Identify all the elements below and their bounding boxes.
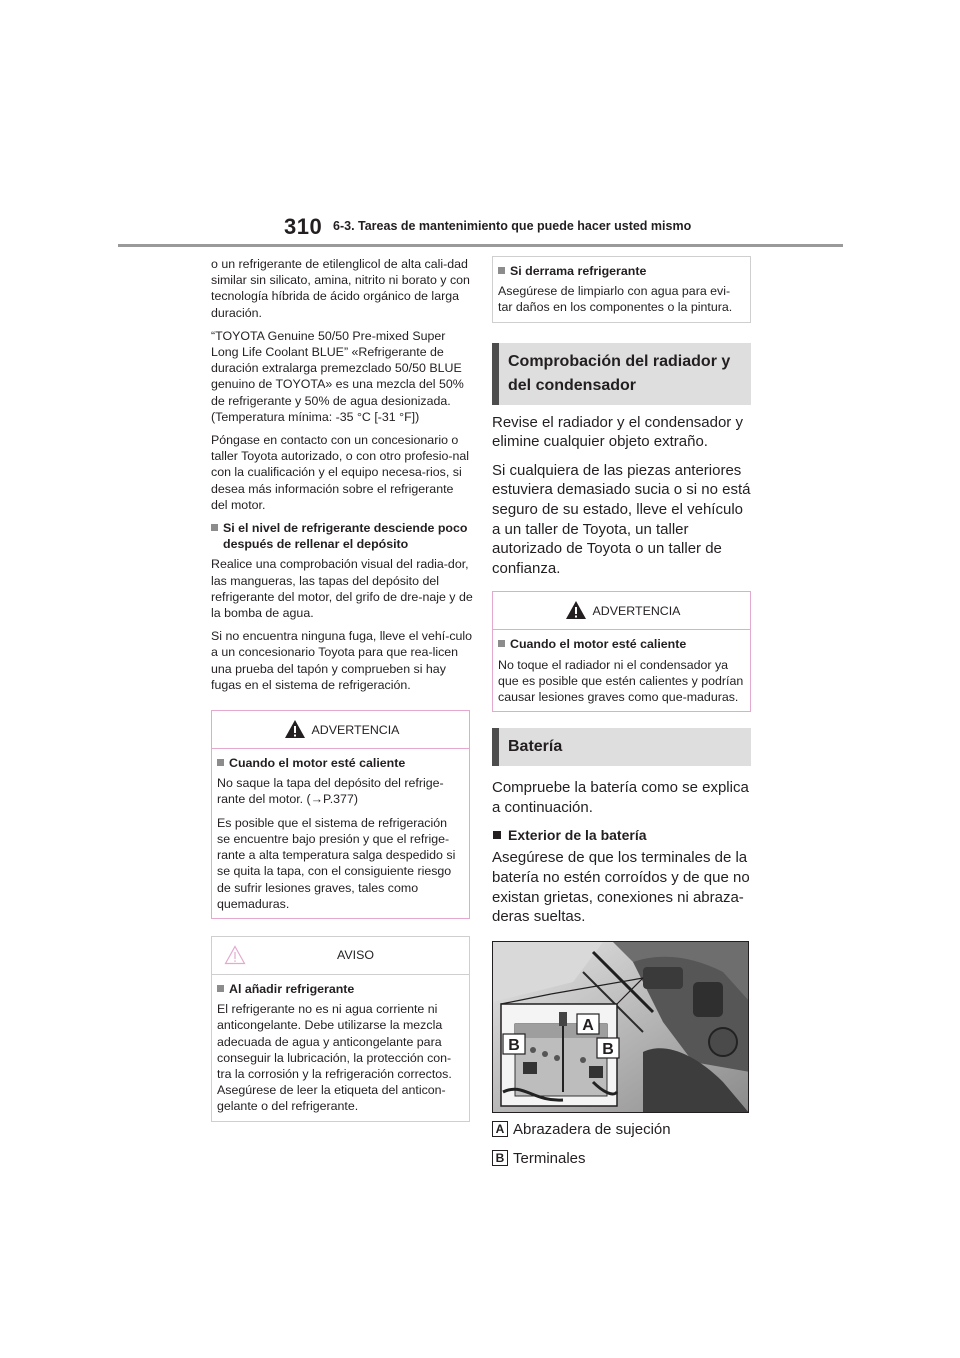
subheading [498,636,744,652]
subheading [217,755,463,771]
paragraph: Si no encuentra ninguna fuga, lleve el vehí-culo a un concesionario Toyota para que rea-licen una prueba del tapón y comprueben si hay fugas en el sistema de refrigeración. [211,629,473,692]
subheading [217,981,463,997]
legend-key: A [492,1121,508,1137]
square-bullet-icon [211,524,218,531]
paragraph: “TOYOTA Genuine 50/50 Pre-mixed Super Long Life Coolant BLUE” «Refrigerante de duración extralarga premezclado 50/50 BLUE genuino de TOYOTA» es una mezcla del 50% de refrigerante y 50% de agua desionizada. (Temperatura mínima: -35 °C [-31 °F]) [211,328,464,424]
warning-box [211,710,470,919]
left-column [211,256,473,1122]
paragraph: Si cualquiera de las piezas anteriores estuviera demasiado sucia o si no está seguro de su estado, lleve el vehículo a un taller de Toyota, un taller autorizado de Toyota o un taller de confianza. [492,461,751,577]
legend-item [492,1150,754,1167]
paragraph: o un refrigerante de etilenglicol de alta cali-dad similar sin silicato, amina, nitrito ni borato y con tecnología híbrida de ácido orgánico de larga duración. [211,257,470,320]
legend-item [492,1121,754,1138]
callout-b-right: B [602,1040,614,1058]
notice-box [211,936,470,1122]
paragraph: Compruebe la batería como se explica a continuación. [492,779,749,816]
caution-triangle-icon [224,945,246,965]
callout-b-left: B [508,1036,520,1054]
square-bullet-icon [493,831,501,839]
page-number: 310 [284,214,323,239]
subheading-text: Al añadir refrigerante [229,981,355,996]
square-bullet-icon [498,640,505,647]
warning-title: ADVERTENCIA [311,722,400,737]
legend-text: Abrazadera de sujeción [513,1120,671,1138]
legend-key: B [492,1150,508,1166]
warning-box [492,591,751,712]
warning-header [212,711,469,749]
paragraph: No saque la tapa del depósito del refrige-rante del motor. (→P.377) [217,776,444,807]
paragraph: El refrigerante no es ni agua corriente ni anticongelante. Debe utilizarse la mezcla adecuada de agua y anticongelante para conseguir la lubricación, la protección con-tra la corrosión y la refrigeración correctos. Asegúrese de leer la etiqueta del anticon-gelante o del refrigerante. [217,1002,452,1114]
warning-title: ADVERTENCIA [592,603,681,618]
legend-text: Terminales [513,1149,586,1167]
section-title-radiator: Comprobación del radiador y del condensador [492,343,751,405]
paragraph: No toque el radiador ni el condensador ya que es posible que estén calientes y podrían causar lesiones graves como que-maduras. [498,657,744,704]
subheading-text: Cuando el motor esté caliente [229,756,406,771]
chapter-title: 6-3. Tareas de mantenimiento que puede hacer usted mismo [333,219,692,233]
square-bullet-icon [217,985,224,992]
square-bullet-icon [217,759,224,766]
subheading-text: Si derrama refrigerante [510,264,647,278]
paragraph: Póngase en contacto con un concesionario o taller Toyota autorizado, o con otro profesio-nal con la cualificación y el equipo necesa-rios, si desea más información sobre el refrigerante del motor. [211,433,470,512]
paragraph: Es posible que el sistema de refrigeración se encuentre bajo presión y que el refrige-rante a alta temperatura salga despedido si se quita la tapa, con el consiguiente riesgo de sufrir lesiones graves, tales como quemaduras. [217,815,456,911]
subheading [498,263,744,279]
subheading-text: Si el nivel de refrigerante desciende poco después de rellenar el depósito [223,521,468,552]
paragraph: Asegúrese de que los terminales de la batería no estén corroídos y de que no existan grietas, conexiones ni abraza-deras sueltas. [492,849,750,926]
battery-figure [492,941,749,1113]
warning-header [493,592,750,630]
warning-triangle-icon [565,600,587,620]
warning-triangle-icon [284,719,306,739]
subheading [211,520,473,552]
square-bullet-icon [498,267,505,274]
notice-title: AVISO [337,948,374,963]
subheading-text: Exterior de la batería [508,827,647,844]
subheading [492,826,754,845]
paragraph: Asegúrese de limpiarlo con agua para evi-tar daños en los componentes o la pintura. [498,284,733,315]
section-title-battery: Batería [492,728,751,766]
info-box [492,256,751,323]
callout-a: A [582,1016,594,1034]
header-rule [118,244,843,247]
paragraph: Revise el radiador y el condensador y elimine cualquier objeto extraño. [492,413,743,451]
engine-bay-illustration [493,942,749,1113]
subheading-text: Cuando el motor esté caliente [510,637,687,652]
paragraph: Realice una comprobación visual del radia-dor, las mangueras, las tapas del depósito del refrigerante del motor, del grifo de dre-naje y de la bomba de agua. [211,557,473,621]
notice-header [212,937,469,975]
right-column [492,256,754,1173]
